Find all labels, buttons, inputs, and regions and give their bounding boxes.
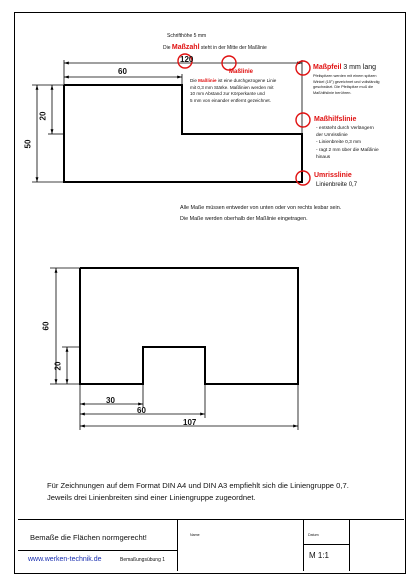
masslinie-title: Maßlinie [229,69,254,75]
title-block-task-cell [18,520,178,571]
bottom-part-outline [80,268,298,384]
title-block-empty-cell [350,520,404,571]
scale-label: M 1:1 [309,551,330,560]
masslinie-explanation: Die Maßlinie ist eine durchgezogene Linie mit 0,3 mm Stärke. Maßlinien werden mit 10 mm Abstand zur Körperkante und 5 mm von einander entfernt gezeichnet. [190,78,277,103]
dim-label-20: 20 [38,111,48,121]
task-title: Bemaße die Flächen normgerecht! [30,533,147,542]
dim-label-60: 60 [118,67,127,76]
website-link[interactable]: www.werken-technik.de [28,556,102,563]
liniengruppe-note: Für Zeichnungen auf dem Format DIN A4 und DIN A3 empfiehlt sich die Liniengruppe 0,7. Jeweils drei Linienbreiten sind einer Liniengruppe zugeordnet. [47,481,349,502]
lesbar-note-1: Alle Maße müssen entweder von unten oder von rechts lesbar sein. [180,205,342,211]
datum-label: Datum [308,533,319,537]
title-block-name-cell [178,520,304,571]
masshilfslinie-explanation: - entsteht durch Verlängern der Umrisslinie - Linienbreite 0,3 mm - ragt 2 mm über die Maßlinie hinaus [316,126,379,160]
masszahl-note: Die Maßzahl steht in der Mitte der Maßlinie [163,44,267,51]
dim-label-120: 120 [180,55,194,64]
masshilfslinie-title: Maßhilfslinie [314,116,357,123]
masspfeil-note: Maßpfeil 3 mm lang [313,64,377,71]
umrisslinie-width: Linienbreite 0,7 [316,182,358,188]
name-label: Name [190,533,200,537]
lesbar-note-2: Die Maße werden oberhalb der Maßlinie eingetragen. [180,216,308,222]
umrisslinie-title: Umrisslinie [314,172,352,179]
b-dim-label-60h: 60 [137,406,146,415]
b-dim-label-60v: 60 [41,321,51,331]
title-block [18,519,404,570]
exercise-subtitle: Bemaßungsübung 1 [120,557,166,563]
pfeil-explanation: Pfeilspitzen werden mit einem spitzen Winkel (15°) gezeichnet und vollständig geschwärzt. Die Pfeilspitze muß die Maßhilfslinie berühren. [313,74,380,96]
dim-label-50: 50 [23,139,33,149]
b-dim-label-107: 107 [183,418,197,427]
b-dim-label-30: 30 [106,396,115,405]
schrifthoehe-note: Schrifthöhe 5 mm [167,33,207,39]
title-block-datum-cell [304,520,350,571]
b-dim-label-20: 20 [53,361,63,371]
